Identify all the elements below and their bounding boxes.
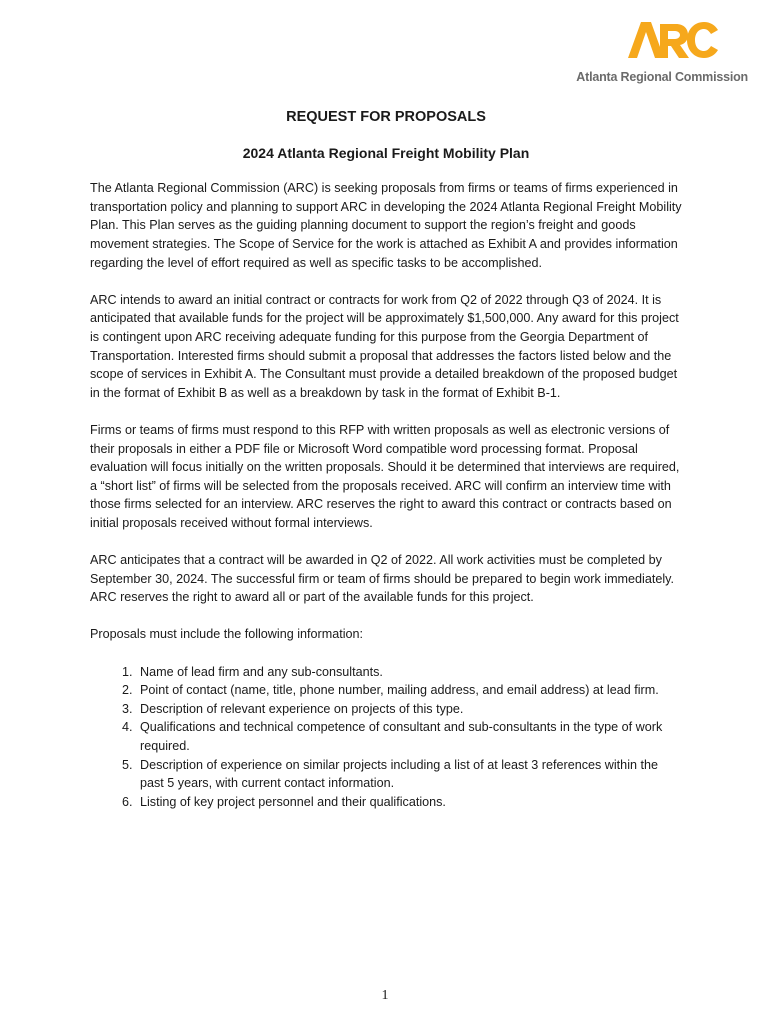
paragraph: The Atlanta Regional Commission (ARC) is seeking proposals from firms or teams of firms experienced in transportation policy and planning to support ARC in developing the 2024 Atlanta Regional Freight Mobility Plan. This Plan serves as the guiding planning document to support the region’s freight and goods movement strategies. The Scope of Service for the work is attached as Exhibit A and provides information regarding the level of effort required as well as specific tasks to be accomplished. [90, 181, 682, 270]
document-subtitle: 2024 Atlanta Regional Freight Mobility Plan [242, 144, 530, 161]
paragraph: Proposals must include the following information: [90, 627, 364, 642]
document-body [90, 108, 682, 811]
list-item: 3. Description of relevant experience on projects of this type. [136, 700, 682, 719]
page-number: 1 [381, 988, 389, 1003]
paragraph: ARC intends to award an initial contract or contracts for work from Q2 of 2022 through Q3 of 2024. It is anticipated that available funds for the project will be approximately $1,500,000. Any award for this project is contingent upon ARC receiving adequate funding for this purpose from the Georgia Department of Transportation. Interested firms should submit a proposal that addresses the factors listed below and the scope of services in Exhibit A. The Consultant must provide a detailed breakdown of the proposed budget in the format of Exhibit B as well as a breakdown by task in the format of Exhibit B-1. [90, 292, 679, 400]
list-item: 5. Description of experience on similar projects including a list of at least 3 references within the past 5 years, with current contact information. [136, 756, 682, 793]
list-item: 4. Qualifications and technical competence of consultant and sub-consultants in the type of work required. [136, 718, 682, 755]
arc-logo [578, 18, 748, 90]
paragraph: ARC anticipates that a contract will be awarded in Q2 of 2022. All work activities must be completed by September 30, 2024. The successful firm or team of firms should be prepared to begin work immediately. ARC reserves the right to award all or part of the available funds for this project. [90, 553, 675, 605]
list-item: 6. Listing of key project personnel and their qualifications. [136, 793, 682, 812]
logo-caption: Atlanta Regional Commission [576, 70, 748, 84]
document-title: REQUEST FOR PROPOSALS [286, 109, 486, 125]
arc-logo-mark [628, 18, 720, 62]
paragraph: Firms or teams of firms must respond to this RFP with written proposals as well as electronic versions of their proposals in either a PDF file or Microsoft Word compatible word processing format. Proposal evaluation will focus initially on the written proposals. Should it be determined that interviews are required, a “short list” of firms will be selected from the proposals received. ARC will confirm an interview time with those firms selected for an interview. ARC reserves the right to award this contract or contracts based on initial proposals received without formal interviews. [90, 422, 680, 530]
requirements-list [90, 663, 682, 812]
list-item: 2. Point of contact (name, title, phone number, mailing address, and email address) at lead firm. [136, 681, 682, 700]
list-item: 1. Name of lead firm and any sub-consultants. [136, 663, 682, 682]
